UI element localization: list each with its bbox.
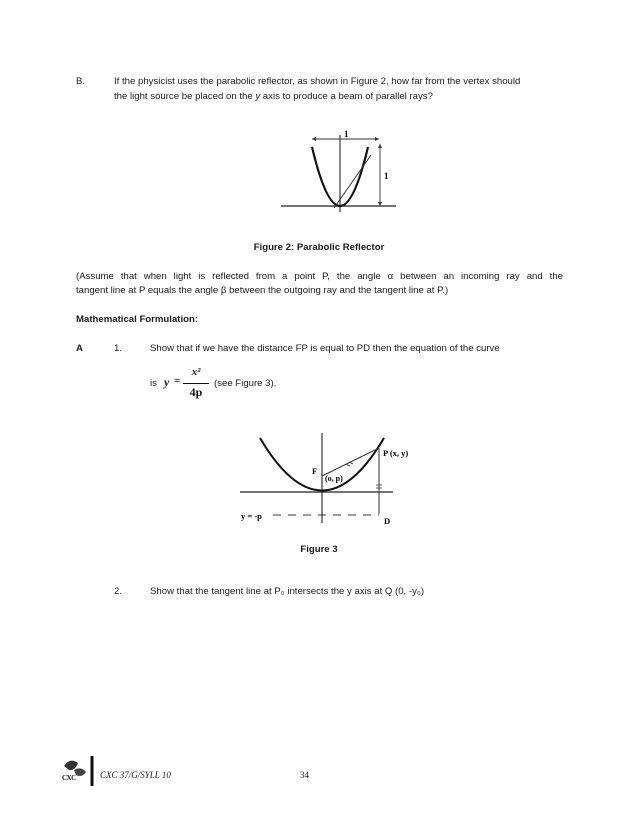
- fig2-label-side: 1: [384, 171, 389, 181]
- formula-denominator: 4p: [189, 385, 203, 399]
- section-b-line2: the light source be placed on the y axis to produce a beam of parallel rays?: [114, 90, 433, 102]
- section-b-question: [114, 75, 574, 104]
- fig3-label-p: P (x, y): [383, 448, 409, 458]
- fig3-label-focus: (o, p): [325, 474, 343, 483]
- footer-logo: [60, 754, 100, 788]
- fig3-label-directrix: y = -p: [241, 511, 262, 521]
- formula-numerator: x²: [191, 366, 201, 378]
- formula-suffix: (see Figure 3).: [214, 378, 277, 389]
- figure-3-diagram: [238, 428, 428, 528]
- formula-fraction-bar: [183, 383, 209, 384]
- item-2-number: 2.: [114, 586, 123, 597]
- footer-code: CXC 37/G/SYLL 10: [100, 770, 171, 780]
- figure-2-parabolic-reflector: [276, 125, 401, 215]
- formula: [150, 366, 350, 402]
- section-b-line1: If the physicist uses the parabolic reflector, as shown in Figure 2, how far from the vertex should: [114, 76, 521, 87]
- page-number: 34: [300, 770, 309, 780]
- item-a-number: 1.: [114, 343, 123, 354]
- formula-y: y: [164, 375, 170, 389]
- footer-logo-text: CXC: [62, 774, 76, 782]
- fig2-label-top: 1: [344, 129, 349, 139]
- formula-prefix: is: [150, 378, 157, 389]
- fig3-segment-fp: [322, 448, 379, 476]
- formula-equals: =: [174, 375, 181, 387]
- assumption-line2: tangent line at P equals the angle β between the outgoing ray and the tangent line at P.): [76, 285, 449, 296]
- assumption-line1: (Assume that when light is reflected from a point P, the angle α between an incoming ray and the: [76, 271, 563, 282]
- section-heading: Mathematical Formulation:: [76, 314, 199, 325]
- cxc-logo-icon: [60, 754, 100, 788]
- fig3-tick-fp-1: [346, 464, 350, 466]
- item-a-text: Show that if we have the distance FP is equal to PD then the equation of the curve: [150, 343, 500, 354]
- fig3-label-f: F: [312, 466, 318, 476]
- figure-2-caption: Figure 2: Parabolic Reflector: [253, 242, 385, 253]
- fig3-label-d: D: [384, 516, 391, 526]
- figure-3-caption: Figure 3: [300, 544, 338, 555]
- item-2-text: Show that the tangent line at P₀ intersects the y axis at Q (0, -y₀): [150, 586, 425, 597]
- item-a-letter: A: [76, 343, 83, 354]
- section-b-label: B.: [76, 76, 86, 87]
